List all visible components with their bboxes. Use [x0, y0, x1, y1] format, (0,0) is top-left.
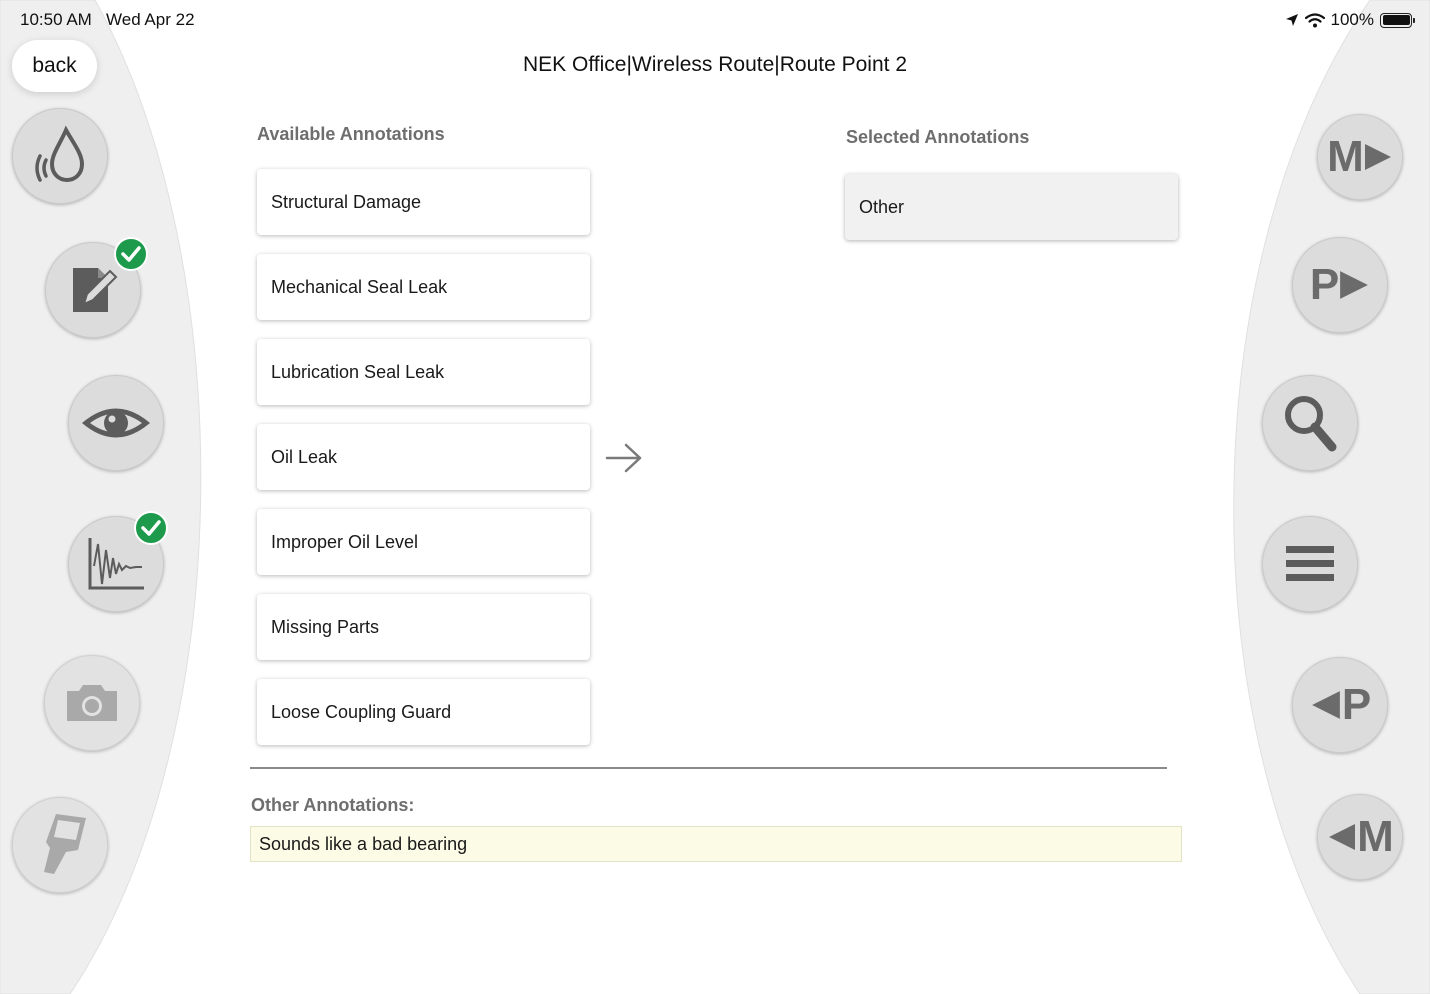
search-button[interactable]	[1262, 375, 1358, 471]
waveform-chart-icon	[86, 536, 146, 592]
camera-button[interactable]	[44, 655, 140, 751]
previous-machine-button[interactable]	[1317, 794, 1403, 880]
ultrasound-button[interactable]	[12, 108, 108, 204]
eye-icon	[80, 402, 152, 444]
play-right-icon	[1363, 142, 1393, 172]
handheld-device-icon	[32, 812, 88, 878]
next-point-icon	[1310, 260, 1370, 310]
section-divider	[250, 767, 1167, 769]
other-annotations-label: Other Annotations:	[251, 795, 415, 815]
available-annotations-heading: Available Annotations	[257, 124, 445, 144]
previous-machine-label: M	[1357, 812, 1393, 861]
checkmark-icon	[141, 520, 161, 536]
play-left-icon	[1327, 822, 1357, 852]
checkmark-icon	[121, 246, 141, 262]
annotation-item-structural-damage[interactable]: Structural Damage	[257, 169, 590, 235]
device-button[interactable]	[12, 797, 108, 893]
next-point-button[interactable]	[1292, 237, 1388, 333]
menu-button[interactable]	[1262, 516, 1358, 612]
battery-level	[1383, 15, 1410, 25]
next-machine-button[interactable]	[1317, 114, 1403, 200]
location-icon	[1285, 13, 1299, 27]
arrow-right-icon	[604, 440, 644, 476]
previous-point-label: P	[1341, 680, 1371, 729]
annotation-item-improper-oil-level[interactable]: Improper Oil Level	[257, 509, 590, 575]
menu-icon	[1285, 544, 1335, 584]
wifi-icon	[1305, 13, 1325, 28]
camera-icon	[65, 683, 119, 723]
next-machine-icon	[1327, 132, 1393, 182]
edit-note-icon	[68, 264, 118, 316]
battery-icon	[1380, 13, 1412, 28]
play-right-icon	[1338, 269, 1370, 301]
previous-point-button[interactable]	[1292, 657, 1388, 753]
status-clock: 10:50 AM	[20, 10, 92, 29]
spectrum-check-badge	[134, 511, 168, 545]
annotation-item-oil-leak[interactable]: Oil Leak	[257, 424, 590, 490]
selected-annotations-heading: Selected Annotations	[846, 127, 1030, 147]
other-annotations-input[interactable]	[250, 826, 1182, 862]
available-annotations-list	[257, 169, 590, 764]
search-icon	[1282, 393, 1338, 453]
ultrasound-drop-icon	[30, 124, 90, 188]
play-left-icon	[1310, 689, 1342, 721]
annotation-item-lubrication-seal-leak[interactable]: Lubrication Seal Leak	[257, 339, 590, 405]
page-title: NEK Office|Wireless Route|Route Point 2	[522, 53, 908, 76]
next-point-label: P	[1309, 260, 1339, 309]
status-date: Wed Apr 22	[106, 10, 195, 29]
annotation-item-mechanical-seal-leak[interactable]: Mechanical Seal Leak	[257, 254, 590, 320]
previous-point-icon	[1310, 680, 1370, 730]
selected-annotation-other[interactable]: Other	[845, 174, 1178, 240]
next-machine-label: M	[1327, 132, 1363, 181]
notes-check-badge	[114, 237, 148, 271]
back-button[interactable]: back	[12, 40, 97, 92]
battery-percent: 100%	[1330, 10, 1374, 29]
status-time	[20, 10, 195, 30]
previous-machine-icon	[1327, 812, 1393, 862]
annotation-item-loose-coupling-guard[interactable]: Loose Coupling Guard	[257, 679, 590, 745]
status-indicators	[1285, 10, 1412, 30]
inspection-button[interactable]	[68, 375, 164, 471]
annotation-item-missing-parts[interactable]: Missing Parts	[257, 594, 590, 660]
